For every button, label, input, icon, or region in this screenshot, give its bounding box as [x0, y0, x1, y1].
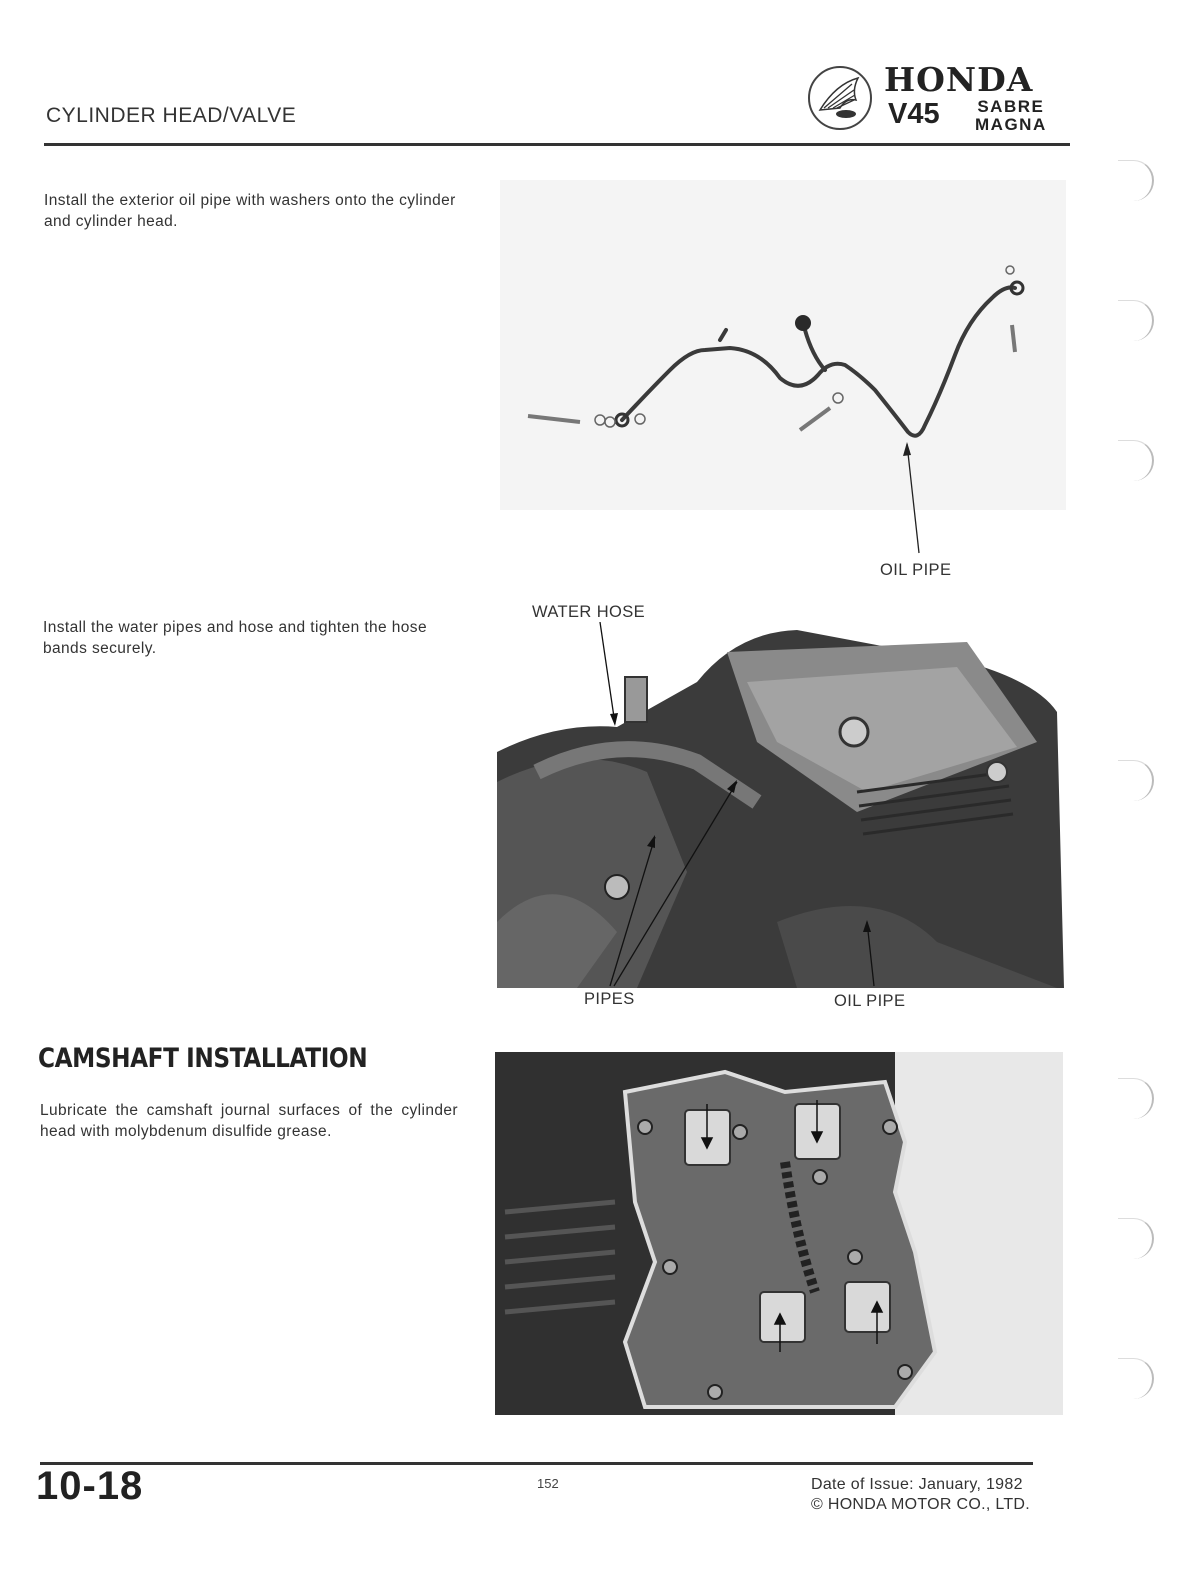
section-title: CYLINDER HEAD/VALVE [46, 104, 297, 127]
oil-pipe-photo [500, 180, 1066, 600]
binder-tab-mark [1118, 760, 1154, 801]
camshaft-heading: CAMSHAFT INSTALLATION [38, 1043, 368, 1074]
page-id: 10-18 [36, 1464, 144, 1508]
camshaft-text: Lubricate the camshaft journal surfaces of the cylinder head with molybdenum disulfide grease. [40, 1102, 458, 1140]
pipes-label: PIPES [584, 990, 635, 1008]
oil-pipe-label-2: OIL PIPE [834, 992, 906, 1010]
oil-pipe-label: OIL PIPE [880, 561, 952, 579]
binder-tab-mark [1118, 1358, 1154, 1399]
header-rule [44, 143, 1070, 146]
issue-info [811, 1475, 1030, 1515]
water-pipes-photo [497, 622, 1064, 988]
binder-tab-mark [1118, 160, 1154, 201]
step-water-pipes-text: Install the water pipes and hose and tighten the hose bands securely. [43, 619, 427, 657]
brand-variant [975, 98, 1047, 134]
binder-tab-mark [1118, 1218, 1154, 1259]
page-number: 152 [537, 1476, 559, 1491]
honda-wing-logo-icon [806, 64, 874, 132]
brand-name: HONDA [884, 60, 1034, 99]
binder-tab-mark [1118, 440, 1154, 481]
copyright: © HONDA MOTOR CO., LTD. [811, 1496, 1031, 1513]
water-hose-label: WATER HOSE [532, 603, 646, 621]
step-oil-pipe-text: Install the exterior oil pipe with washers onto the cylinder and cylinder head. [44, 192, 456, 230]
variant-magna: MAGNA [975, 115, 1047, 134]
cylinder-head-photo [495, 1052, 1063, 1415]
binder-tab-mark [1118, 300, 1154, 341]
footer-rule [40, 1462, 1033, 1465]
binder-tab-mark [1118, 1078, 1154, 1119]
variant-sabre: SABRE [977, 97, 1045, 116]
brand-model: V45 [888, 98, 940, 130]
issue-date: Date of Issue: January, 1982 [811, 1476, 1023, 1493]
